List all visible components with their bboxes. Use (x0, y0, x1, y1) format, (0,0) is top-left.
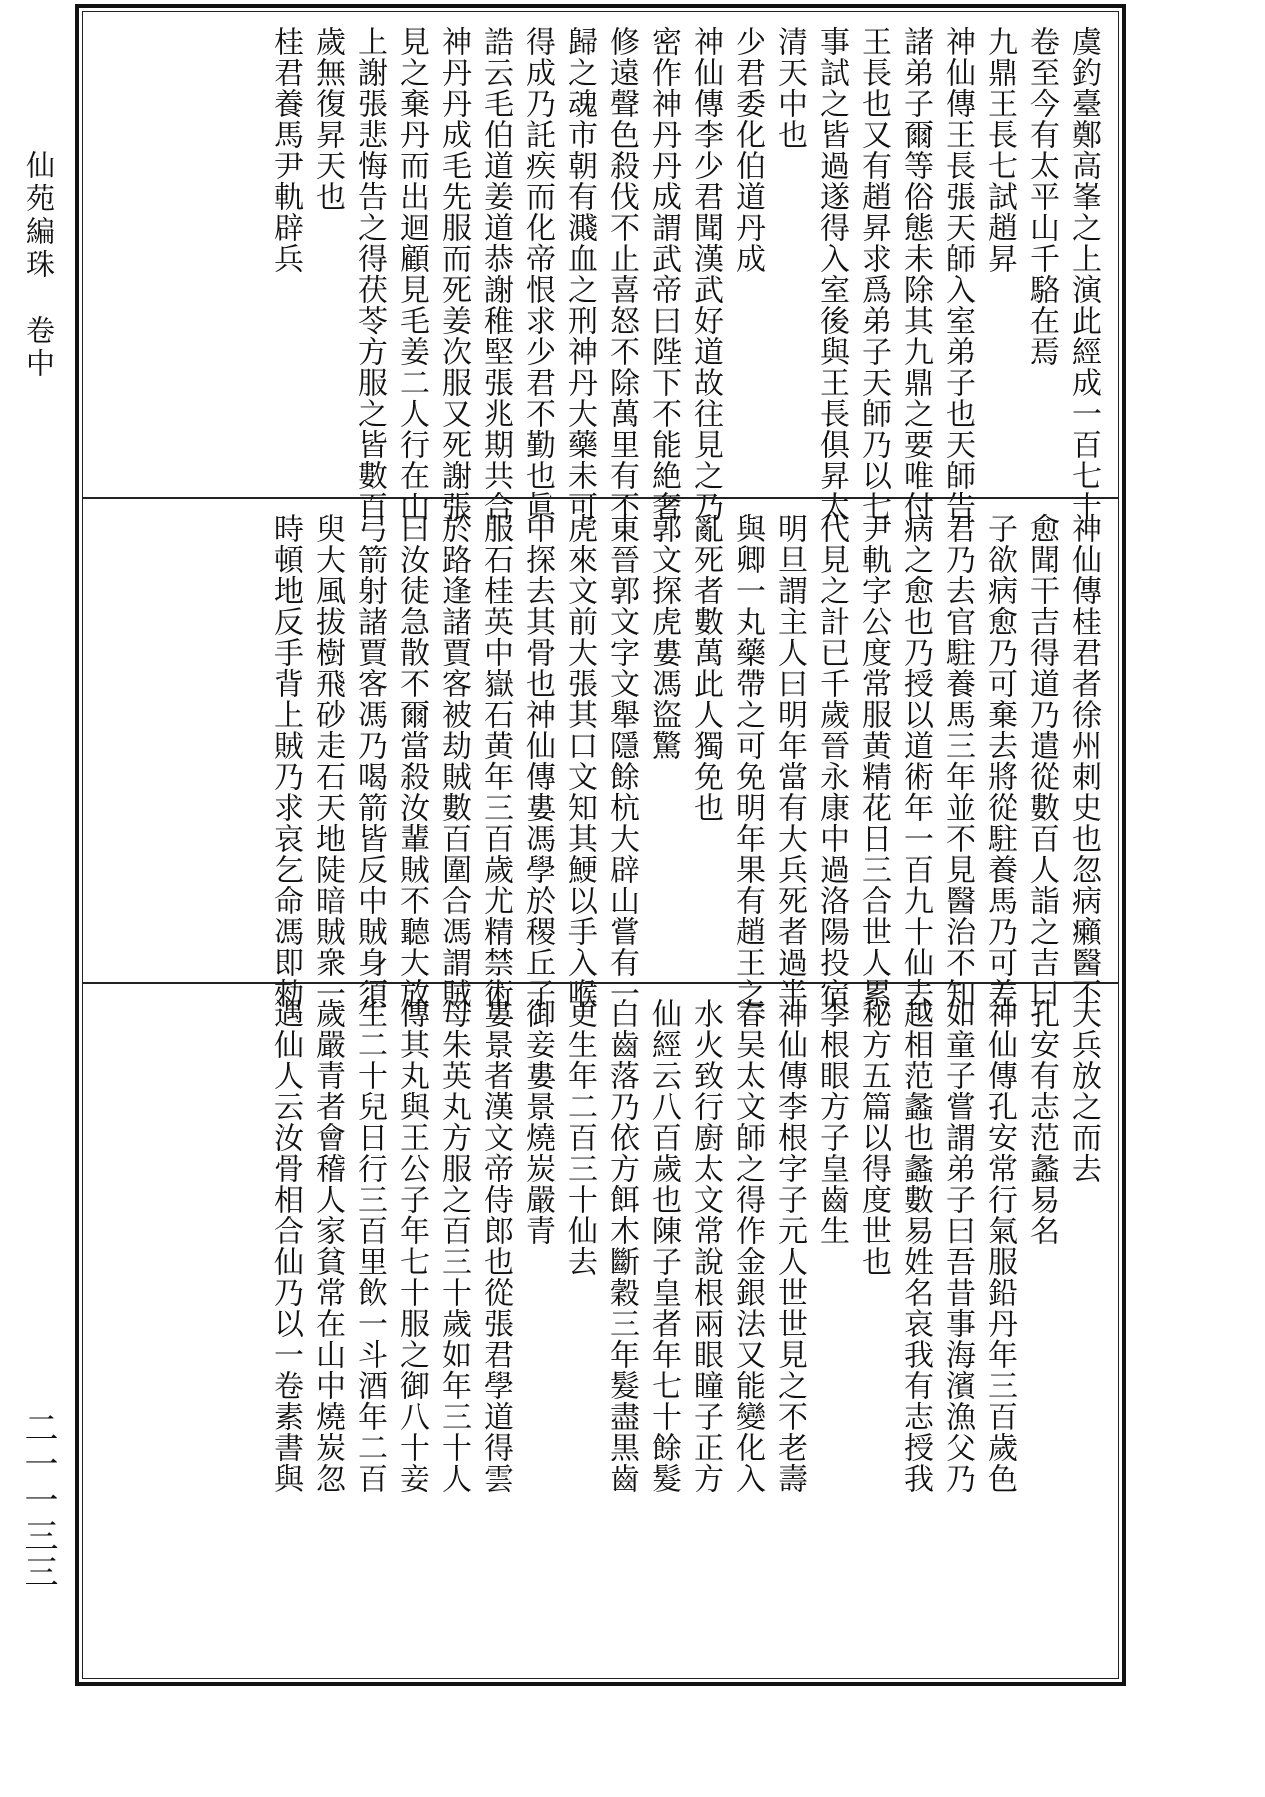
text-column: 見之棄丹而出迴顧見毛姜二人行在山 (394, 26, 429, 522)
text-column: 上謝張悲悔告之得茯苓方服之皆數百 (352, 26, 387, 522)
text-column: 郭文探虎婁馮盜驚 (646, 513, 681, 761)
text-column: 與卿一丸藥帶之可免明年果有趙王之 (730, 513, 765, 1009)
text-column: 少君委化伯道丹成 (730, 26, 765, 274)
text-column: 臾大風拔樹飛砂走石天地陡暗賊衆一 (310, 513, 345, 1009)
text-column: 天兵放之而去 (1066, 998, 1101, 1184)
text-column: 虎來文前大張其口文知其鯁以手入喉 (562, 513, 597, 1009)
text-column: 清天中也 (772, 26, 807, 150)
text-column: 神仙傳孔安常行氣服鉛丹年三百歲色 (982, 998, 1017, 1494)
text-column: 歸之魂市朝有濺血之刑神丹大藥未可 (562, 26, 597, 522)
text-column: 時頓地反手背上賊乃求哀乞命馮即勑 (268, 513, 303, 1009)
text-column: 更生年二百三十仙去 (562, 998, 597, 1277)
text-column: 子欲病愈乃可棄去將從駐養馬乃可差 (982, 513, 1017, 1009)
text-column: 事試之皆過遂得入室後與王長俱昇太 (814, 26, 849, 522)
text-column: 春吴太文師之得作金銀法又能變化入 (730, 998, 765, 1494)
text-column: 歲無復昇天也 (310, 26, 345, 212)
book-title-margin: 仙苑編珠 卷中 (22, 150, 56, 381)
text-column: 神丹丹成毛先服而死姜次服又死謝張 (436, 26, 471, 522)
text-column: 仙經云八百歲也陳子皇者年七十餘髮 (646, 998, 681, 1494)
text-column: 尹軌字公度常服黄精花日三合世人累 (856, 513, 891, 1009)
text-column: 白齒落乃依方餌木斷穀三年髮盡黒齒 (604, 998, 639, 1494)
text-column: 代見之計已千歲晉永康中過洛陽投宿 (814, 513, 849, 1009)
text-column: 神仙傳李少君聞漢武好道故往見之乃 (688, 26, 723, 522)
page-number-margin: 二一一三三 (18, 1410, 58, 1590)
text-column: 曰汝徒急散不爾當殺汝輩賊不聽大放 (394, 513, 429, 1009)
text-column: 東晉郭文字文舉隱餘杭大辟山嘗有一 (604, 513, 639, 1009)
text-column: 桂君養馬尹軌辟兵 (268, 26, 303, 274)
text-column: 諸弟子爾等俗態未除其九鼎之要唯付 (898, 26, 933, 522)
text-column: 愈聞干吉得道乃遣從數百人詣之吉曰 (1024, 513, 1059, 1009)
text-column: 明旦謂主人曰明年當有大兵死者過半 (772, 513, 807, 1009)
register-bottom-columns (97, 998, 1104, 1666)
text-column: 孔安有志范蠡易名 (1024, 998, 1059, 1246)
text-column: 歲嚴青者會稽人家貧常在山中燒炭忽 (310, 998, 345, 1494)
text-column: 病之愈也乃授以道術年一百九十仙去 (898, 513, 933, 1009)
text-column: 中探去其骨也神仙傳婁馮學於稷丘子 (520, 513, 555, 1009)
register-middle-columns (97, 513, 1104, 1009)
text-column: 服石桂英中嶽石黄年三百歲尤精禁術 (478, 513, 513, 1009)
text-column: 李根眼方子皇齒生 (814, 998, 849, 1246)
text-column: 神仙傳王長張天師入室弟子也天師告 (940, 26, 975, 522)
text-column: 虞釣臺鄭高峯之上演此經成一百七十 (1066, 26, 1101, 522)
page-frame-inner (82, 11, 1119, 1679)
text-column: 弓箭射諸賈客馮乃喝箭皆反中賊身須 (352, 513, 387, 1009)
text-column: 密作神丹丹成謂武帝曰陛下不能絶奢 (646, 26, 681, 522)
register-middle (83, 499, 1118, 1009)
text-column: 御妾婁景燒炭嚴青 (520, 998, 555, 1246)
text-column: 水火致行廚太文常說根兩眼瞳子正方 (688, 998, 723, 1494)
text-column: 神仙傳李根字子元人世世見之不老壽 (772, 998, 807, 1494)
text-column: 秘方五篇以得度世也 (856, 998, 891, 1277)
register-top-columns (97, 26, 1104, 522)
text-column: 卷至今有太平山千駱在焉 (1024, 26, 1059, 367)
text-column: 傳其丸與王公子年七十服之御八十妾 (394, 998, 429, 1494)
text-column: 婁景者漢文帝侍郎也從張君學道得雲 (478, 998, 513, 1494)
text-column: 君乃去官駐養馬三年並不見醫治不知 (940, 513, 975, 1009)
text-column: 九鼎王長七試趙昇 (982, 26, 1017, 274)
text-column: 王長也又有趙昇求爲弟子天師乃以七 (856, 26, 891, 522)
register-bottom (83, 984, 1118, 1676)
text-column: 得成乃託疾而化帝恨求少君不勤也眞 (520, 26, 555, 522)
register-top (83, 12, 1118, 522)
text-column: 神仙傳桂君者徐州刺史也忽病癩醫不 (1066, 513, 1101, 1009)
text-column: 如童子嘗謂弟子曰吾昔事海濱漁父乃 (940, 998, 975, 1494)
text-column: 於路逢諸賈客被劫賊數百圍合馮謂賊 (436, 513, 471, 1009)
text-column: 生二十兒日行三百里飲一斗酒年二百 (352, 998, 387, 1494)
text-column: 修遠聲色殺伐不止喜怒不除萬里有不 (604, 26, 639, 522)
text-column: 遇仙人云汝骨相合仙乃以一卷素書與 (268, 998, 303, 1494)
text-column: 誥云毛伯道姜道恭謝稚堅張兆期共合 (478, 26, 513, 522)
page-frame (75, 4, 1126, 1686)
text-column: 亂死者數萬此人獨免也 (688, 513, 723, 823)
text-column: 越相范蠡也蠡數易姓名哀我有志授我 (898, 998, 933, 1494)
text-column: 母朱英丸方服之百三十歲如年三十人 (436, 998, 471, 1494)
